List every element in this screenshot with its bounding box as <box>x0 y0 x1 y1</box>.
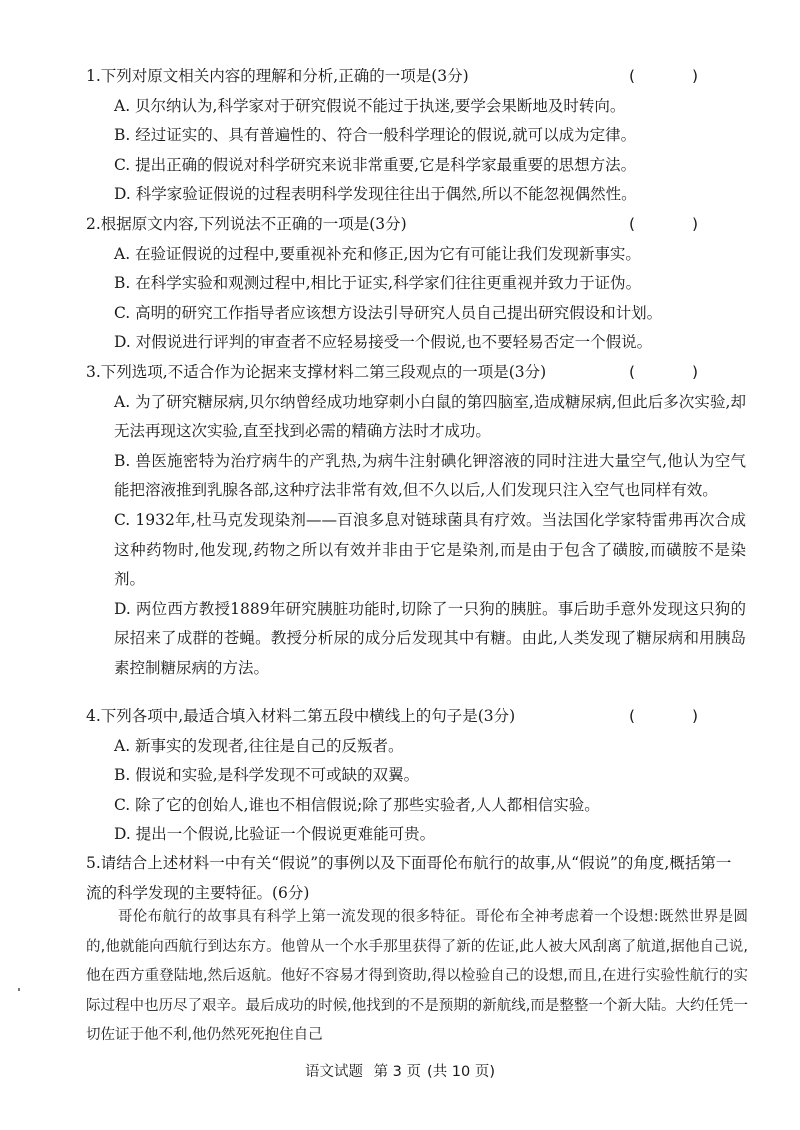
option-d: D. 两位西方教授1889年研究胰脏功能时,切除了一只狗的胰脏。事后助手意外发现这只狗的尿招来了成群的苍蝇。教授分析尿的成分后发现其中有糖。由此,人类发现了糖尿病和用胰岛素控制糖尿病的方法。 <box>114 599 746 677</box>
option-c: C. 除了它的创始人,谁也不相信假说;除了那些实验者,人人都相信实验。 <box>114 795 600 814</box>
question-1 <box>86 62 746 210</box>
option-b: B. 经过证实的、具有普遍性的、符合一般科学理论的假说,就可以成为定律。 <box>114 126 637 145</box>
option-b: B. 在科学实验和观测过程中,相比于证实,科学家们往往更重视并致力于证伪。 <box>114 274 642 293</box>
question-5 <box>86 849 746 908</box>
option-c: C. 高明的研究工作指导者应该想方设法引导研究人员自己提出研究假设和计划。 <box>114 303 663 322</box>
option-d: D. 提出一个假说,比验证一个假说更难能可贵。 <box>114 825 436 844</box>
option-c: C. 提出正确的假说对科学研究来说非常重要,它是科学家最重要的思想方法。 <box>114 155 637 174</box>
option-c: C. 1932年,杜马克发现染剂——百浪多息对链球菌具有疗效。当法国化学家特雷弗再次合成这种药物时,他发现,药物之所以有效并非由于它是染剂,而是由于包含了磺胺,而磺胺不是染剂。 <box>114 510 746 589</box>
footer-total-pages: (共 10 页) <box>427 1064 496 1080</box>
reading-passage: 哥伦布航行的故事具有科学上第一流发现的很多特征。哥伦布全神考虑着一个设想:既然世界是圆的,他就能向西航行到达东方。他曾从一个水手那里获得了新的佐证,此人被大风刮离了航道,据他自己说,他在西方重登陆地,然后返航。他好不容易才得到资助,得以检验自己的设想,而且,在进行实验性航行的实际过程中也历尽了艰辛。最后成功的时候,他找到的不是预期的新航线,而是整整一个新大陆。大约任凭一切佐证于他不利,他仍然死死抱住自己 <box>86 909 748 1044</box>
answer-blank[interactable]: ( ) <box>628 215 724 233</box>
question-3 <box>86 358 746 684</box>
question-4 <box>86 702 746 850</box>
option-d: D. 对假说进行评判的审查者不应轻易接受一个假说,也不要轻易否定一个假说。 <box>114 333 653 352</box>
answer-blank[interactable]: ( ) <box>628 707 724 725</box>
answer-blank[interactable]: ( ) <box>628 363 724 381</box>
option-b: B. 兽医施密特为治疗病牛的产乳热,为病牛注射碘化钾溶液的同时注进大量空气,他认为空气能把溶液推到乳腺各部,这种疗法非常有效,但不久以后,人们发现只注入空气也同样有效。 <box>114 451 746 500</box>
question-stem: 3.下列选项,不适合作为论据来支撑材料二第三段观点的一项是(3分) <box>86 363 547 381</box>
option-d: D. 科学家验证假说的过程表明科学发现往往出于偶然,所以不能忽视偶然性。 <box>114 185 637 204</box>
footer-subject: 语文试题 <box>304 1064 363 1080</box>
question-stem: 2.根据原文内容,下列说法不正确的一项是(3分) <box>86 215 407 233</box>
question-stem: 4.下列各项中,最适合填入材料二第五段中横线上的句子是(3分) <box>86 707 516 725</box>
question-2 <box>86 210 746 358</box>
option-a: A. 新事实的发现者,往往是自己的反叛者。 <box>114 736 404 755</box>
option-b: B. 假说和实验,是科学发现不可或缺的双翼。 <box>114 766 420 785</box>
question-stem: 1.下列对原文相关内容的理解和分析,正确的一项是(3分) <box>86 67 469 85</box>
answer-blank[interactable]: ( ) <box>628 67 724 85</box>
option-a: A. 在验证假说的过程中,要重视补充和修正,因为它有可能让我们发现新事实。 <box>114 244 641 263</box>
option-a: A. 贝尔纳认为,科学家对于研究假说不能过于执迷,要学会果断地及时转向。 <box>114 96 626 115</box>
option-a: A. 为了研究糖尿病,贝尔纳曾经成功地穿刺小白鼠的第四脑室,造成糖尿病,但此后多次实验,却无法再现这次实验,直至找到必需的精确方法时才成功。 <box>114 392 746 441</box>
scan-speck <box>18 988 20 991</box>
footer-page-number: 第 3 页 <box>373 1064 422 1080</box>
page-footer <box>0 1060 800 1081</box>
question-stem: 5.请结合上述材料一中有关“假说”的事例以及下面哥伦布航行的故事,从“假说”的角度,概括第一流的科学发现的主要特征。(6分) <box>86 854 732 902</box>
